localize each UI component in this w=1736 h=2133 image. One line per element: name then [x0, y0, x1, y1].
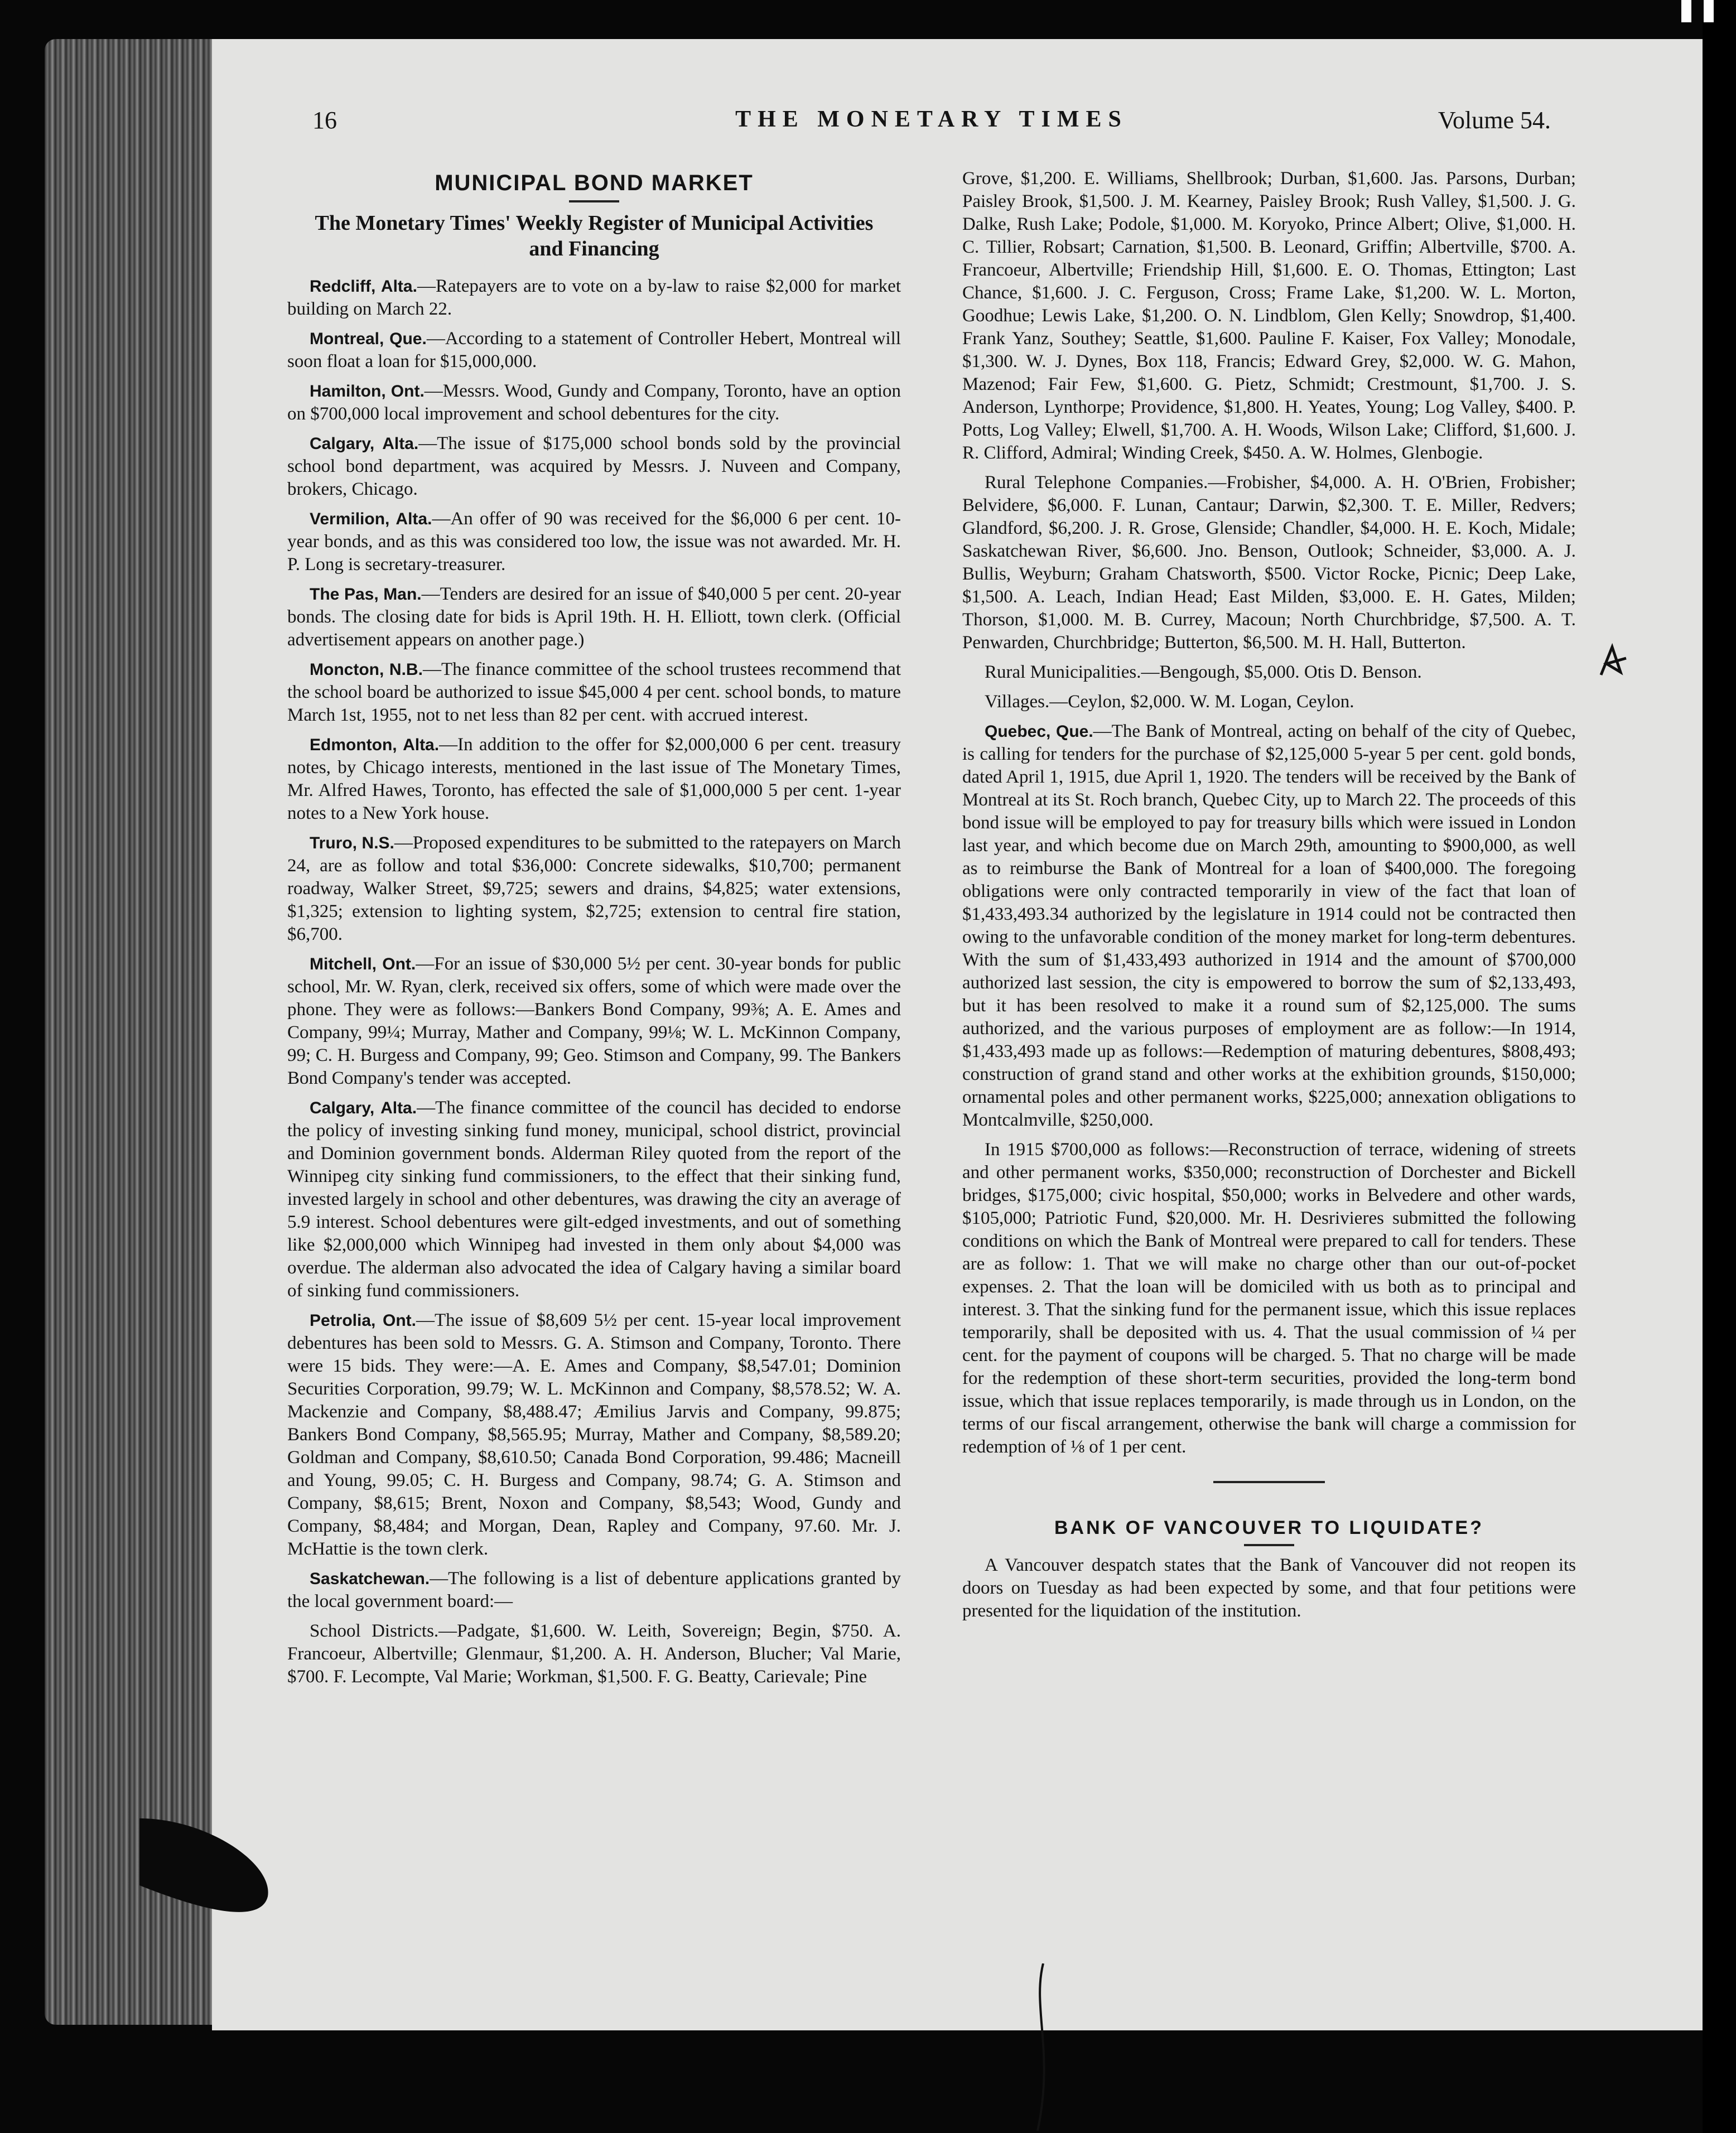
item-text: —The finance committee of the council has decided to endorse the policy of investing sinking fund money, municipal, school district, provincial and Dominion government bonds. Alderman Riley quoted from the report of the Winnipeg city sinking fund commissioners, to the effect that their sinking fund, invested largely in school and other debentures, was drawing the city an average of 5.9 interest. School debentures were gilt-edged investments, and out of something like $2,000,000 which Winnipeg had invested in them only about $4,000 was overdue. The alderman also advocated the idea of Calgary having a similar board of sinking fund commissioners. — [287, 1098, 901, 1301]
item-head: Truro, N.S. — [310, 834, 394, 852]
item-head: Petrolia, Ont. — [310, 1311, 416, 1330]
rural-municipalities: Rural Municipalities.—Bengough, $5,000. Otis D. Benson. — [985, 662, 1422, 682]
item-text: —An offer of 90 was received for the $6,000 6 per cent. 10-year bonds, and as this was considered too low, the issue was not awarded. Mr. H. P. Long is secretary-treasurer. — [287, 509, 901, 575]
municipal-item — [287, 733, 901, 825]
municipal-item — [287, 508, 901, 576]
item-text: —The following is a list of debenture applications granted by the local government board:— — [287, 1569, 901, 1611]
volume-label: Volume 54. — [1438, 107, 1551, 134]
municipal-item — [287, 1567, 901, 1613]
municipal-items — [287, 275, 901, 1613]
school-districts: School Districts.—Padgate, $1,600. W. Leith, Sovereign; Begin, $750. A. Francoeur, Albertville; Glenmaur, $1,200. A. H. Anderson, Blucher; Val Marie, $700. F. Lecompte, Val Marie; Workman, $1,500. F. G. Beatty, Carievale; Pine — [287, 1621, 901, 1687]
item-head: Edmonton, Alta. — [310, 736, 440, 754]
article-rule — [1213, 1481, 1325, 1483]
scan-border — [1703, 0, 1736, 2133]
item-head: Moncton, N.B. — [310, 660, 423, 679]
item-head: Redcliff, Alta. — [310, 277, 417, 296]
item-head: Calgary, Alta. — [310, 435, 419, 453]
item-head: Montreal, Que. — [310, 330, 427, 348]
item-head: Calgary, Alta. — [310, 1099, 417, 1117]
item-text: —Ratepayers are to vote on a by-law to raise $2,000 for market building on March 22. — [287, 276, 901, 319]
municipal-item — [287, 432, 901, 501]
municipal-item — [287, 327, 901, 373]
item-head: Saskatchewan. — [310, 1570, 430, 1588]
municipal-item — [287, 953, 901, 1090]
villages: Villages.—Ceylon, $2,000. W. M. Logan, Ceylon. — [985, 692, 1354, 712]
page-number: 16 — [312, 107, 337, 134]
municipal-item — [287, 1097, 901, 1302]
item-head: Vermilion, Alta. — [310, 510, 432, 528]
page-header — [312, 106, 1551, 139]
left-column — [287, 167, 901, 1952]
item-text: —Proposed expenditures to be submitted to the ratepayers on March 24, are as follow and total $36,000: Concrete sidewalks, $10,700; permanent roadway, Walker Street, $9,725; sewers and drains, $4,825; water extensions, $1,325; extension to lighting system, $2,725; extension to central fire station, $6,700. — [287, 833, 901, 944]
title-rule — [569, 200, 619, 202]
pencil-mark-icon — [1595, 641, 1634, 681]
municipal-item — [287, 1309, 901, 1561]
quebec-item-cont: In 1915 $700,000 as follows:—Reconstruction of terrace, widening of streets and other permanent works, $350,000; reconstruction of Dorchester and Bickell bridges, $175,000; civic hospital, $50,000; works in Belvedere and other wards, $105,000; Patriotic Fund, $20,000. Mr. H. Desrivieres submitted the following conditions on which the Bank of Montreal were prepared to call for tenders. These are as follow: 1. That we will make no charge other than our out-of-pocket expenses. 2. That the loan will be domiciled with us both as to principal and interest. 3. That the sinking fund for the permanent issue, which this issue replaces temporarily, shall be deposited with us. 4. That the usual commission of ¼ per cent. for the payment of coupons will be charged. 5. That no charge will be made for the redemption of these short-term securities, provided the long-term bond issue, which that issue replaces temporarily, is made through us in London, on the terms of our fiscal arrangement, otherwise the bank will charge a commission for redemption of ⅛ of 1 per cent. — [962, 1140, 1576, 1457]
bank-article-text: A Vancouver despatch states that the Bank of Vancouver did not reopen its doors on Tuesday as had been expected by some, and that four petitions were presented for the liquidation of the institution. — [962, 1555, 1576, 1621]
thumb-shadow — [139, 1796, 284, 1924]
school-districts-cont: Grove, $1,200. E. Williams, Shellbrook; Durban, $1,600. Jas. Parsons, Durban; Paisley Brook, $1,500. J. M. Kearney, Paisley Brook; Rush Valley, $1,500. J. G. Dalke, Rush Lake; Podole, $1,000. M. Koryoko, Prince Albert; Olive, $1,000. H. C. Tillier, Robsart; Carnation, $1,500. B. Leonard, Griffin; Albertville, $700. A. Francoeur, Albertville; Friendship Hill, $1,600. E. O. Thomas, Ettington; Last Chance, $1,600. J. C. Ferguson, Cross; Frame Lake, $1,200. W. L. Morton, Goodhue; Lewis Lake, $1,200. O. N. Lindblom, Glen Kelly; Snowdrop, $1,400. Frank Yanz, Southey; Seattle, $1,600. Pauline F. Kaiser, Fox Valley; Monodale, $1,300. W. J. Dynes, Box 118, Francis; Edward Grey, $2,000. W. G. Mahon, Mazenod; Fair Few, $1,600. G. Pietz, Schmidt; Crestmount, $1,700. J. S. Anderson, Lynthorpe; Providence, $1,800. H. Yeates, Young; Log Valley, $400. P. Potts, Log Valley; Elwell, $1,700. A. H. Woods, Wilson Lake; Clifford, $1,600. J. R. Clifford, Admiral; Winding Creek, $450. A. W. Holmes, Glenbogie. — [962, 168, 1576, 463]
municipal-item — [287, 583, 901, 652]
item-text: —Messrs. Wood, Gundy and Company, Toronto, have an option on $700,000 local improvement and school debentures for the city. — [287, 381, 901, 424]
item-text: —The issue of $175,000 school bonds sold by the provincial school bond department, was acquired by Messrs. J. Nuveen and Company, brokers, Chicago. — [287, 433, 901, 499]
rural-telephone: Rural Telephone Companies.—Frobisher, $4,000. A. H. O'Brien, Frobisher; Belvidere, $6,000. F. Lunan, Cantaur; Darwin, $2,300. T. E. Miller, Redvers; Glandford, $6,200. J. R. Grose, Glenside; Chandler, $4,000. H. E. Koch, Midale; Saskatchewan River, $6,600. Jno. Benson, Outlook; Schneider, $3,000. A. J. Bullis, Weyburn; Graham Chatsworth, $500. Victor Rocke, Picnic; Deep Lake, $1,500. A. Leach, Indian Head; East Milden, $3,000. E. H. Gates, Milden; Thorson, $1,000. M. B. Currey, Macoun; North Churchbridge, $7,500. A. T. Penwarden, Churchbridge; Butterton, $6,500. M. H. Hall, Butterton. — [962, 472, 1576, 653]
municipal-item — [287, 380, 901, 426]
item-text: —The Bank of Montreal, acting on behalf of the city of Quebec, is calling for tenders for the purchase of $2,125,000 5-year 5 per cent. gold bonds, dated April 1, 1915, due April 1, 1920. The tenders will be received by the Bank of Montreal at its St. Roch branch, Quebec City, up to March 22. The proceeds of this bond issue will be employed to pay for treasury bills which were issued in London last year, and which become due on March 29th, amounting to $900,000, as well as to reimburse the Bank of Montreal for a loan of $400,000. The foregoing obligations were only contracted temporarily in view of the fact that loan of $1,433,493.34 authorized by the legislature in 1914 could not be contracted then owing to the unfavorable condition of the money market for long-term debentures. With the sum of $1,433,493 authorized in 1914 and the amount of $700,000 authorized last session, the city is empowered to borrow the sum of $2,133,493, but it has been resolved to make it a round sum of $2,125,000. The sums authorized, and the various purposes of employment are as follow:—In 1914, $1,433,493 made up as follows:—Redemption of maturing debentures, $808,493; construction of grand stand and other works at the exhibition grounds, $150,000; ornamental poles and other permanent works, $225,000; annexation obligations to Montcalmville, $250,000. — [962, 721, 1576, 1130]
right-column — [962, 167, 1576, 1975]
item-head: Quebec, Que. — [985, 722, 1093, 741]
item-text: —The finance committee of the school trustees recommend that the school board be authorized to issue $45,000 4 per cent. school bonds, to mature March 1st, 1955, not to net less than 82 per cent. with accrued interest. — [287, 659, 901, 725]
quebec-item — [962, 720, 1576, 1132]
section-title: MUNICIPAL BOND MARKET — [435, 171, 754, 195]
scan-line-mark — [1026, 1963, 1060, 2131]
publication-title: THE MONETARY TIMES — [735, 107, 1128, 132]
item-head: The Pas, Man. — [310, 585, 422, 604]
item-text: —According to a statement of Controller Hebert, Montreal will soon float a loan for $15,000,000. — [287, 329, 901, 371]
item-text: —For an issue of $30,000 5½ per cent. 30-year bonds for public school, Mr. W. Ryan, clerk, received six offers, some of which were made over the phone. They were as follows:—Bankers Bond Company, 99⅜; A. E. Ames and Company, 99¼; Murray, Mather and Company, 99⅛; W. L. McKinnon Company, 99; C. H. Burgess and Company, 99; Geo. Stimson and Company, 99. The Bankers Bond Company's tender was accepted. — [287, 954, 901, 1088]
item-text: —The issue of $8,609 5½ per cent. 15-year local improvement debentures has been sold to Messrs. G. A. Stimson and Company, Toronto. There were 15 bids. They were:—A. E. Ames and Company, $8,547.01; Dominion Securities Corporation, 99.79; W. L. McKinnon and Company, $8,578.52; W. A. Mackenzie and Company, $8,488.47; Æmilius Jarvis and Company, 99.875; Bankers Bond Company, $8,565.95; Murray, Mather and Company, $8,589.20; Goldman and Company, $8,610.50; Canada Bond Corporation, 99.486; Macneill and Young, 99.05; C. H. Burgess and Company, 98.74; G. A. Stimson and Company, $8,615; Brent, Noxon and Company, $8,543; Wood, Gundy and Company, $8,484; and Morgan, Dean, Rapley and Company, 97.60. Mr. J. McHattie is the town clerk. — [287, 1310, 901, 1559]
item-head: Mitchell, Ont. — [310, 955, 416, 973]
bank-title-rule — [1244, 1544, 1294, 1546]
bank-article-title: BANK OF VANCOUVER TO LIQUIDATE? — [1054, 1517, 1484, 1538]
municipal-item — [287, 275, 901, 321]
municipal-item — [287, 832, 901, 946]
item-text: —In addition to the offer for $2,000,000 6 per cent. treasury notes, by Chicago interests, mentioned in the last issue of The Monetary Times, Mr. Alfred Hawes, Toronto, has effected the sale of $1,000,000 5 per cent. 1-year notes to a New York house. — [287, 735, 901, 823]
item-head: Hamilton, Ont. — [310, 382, 425, 400]
municipal-item — [287, 658, 901, 727]
section-subtitle: The Monetary Times' Weekly Register of Municipal Activities and Financing — [315, 211, 874, 260]
book-spine — [45, 39, 212, 2025]
item-text: —Tenders are desired for an issue of $40,000 5 per cent. 20-year bonds. The closing date for bids is April 19th. H. H. Elliott, town clerk. (Official advertisement appears on another page.) — [287, 584, 901, 650]
